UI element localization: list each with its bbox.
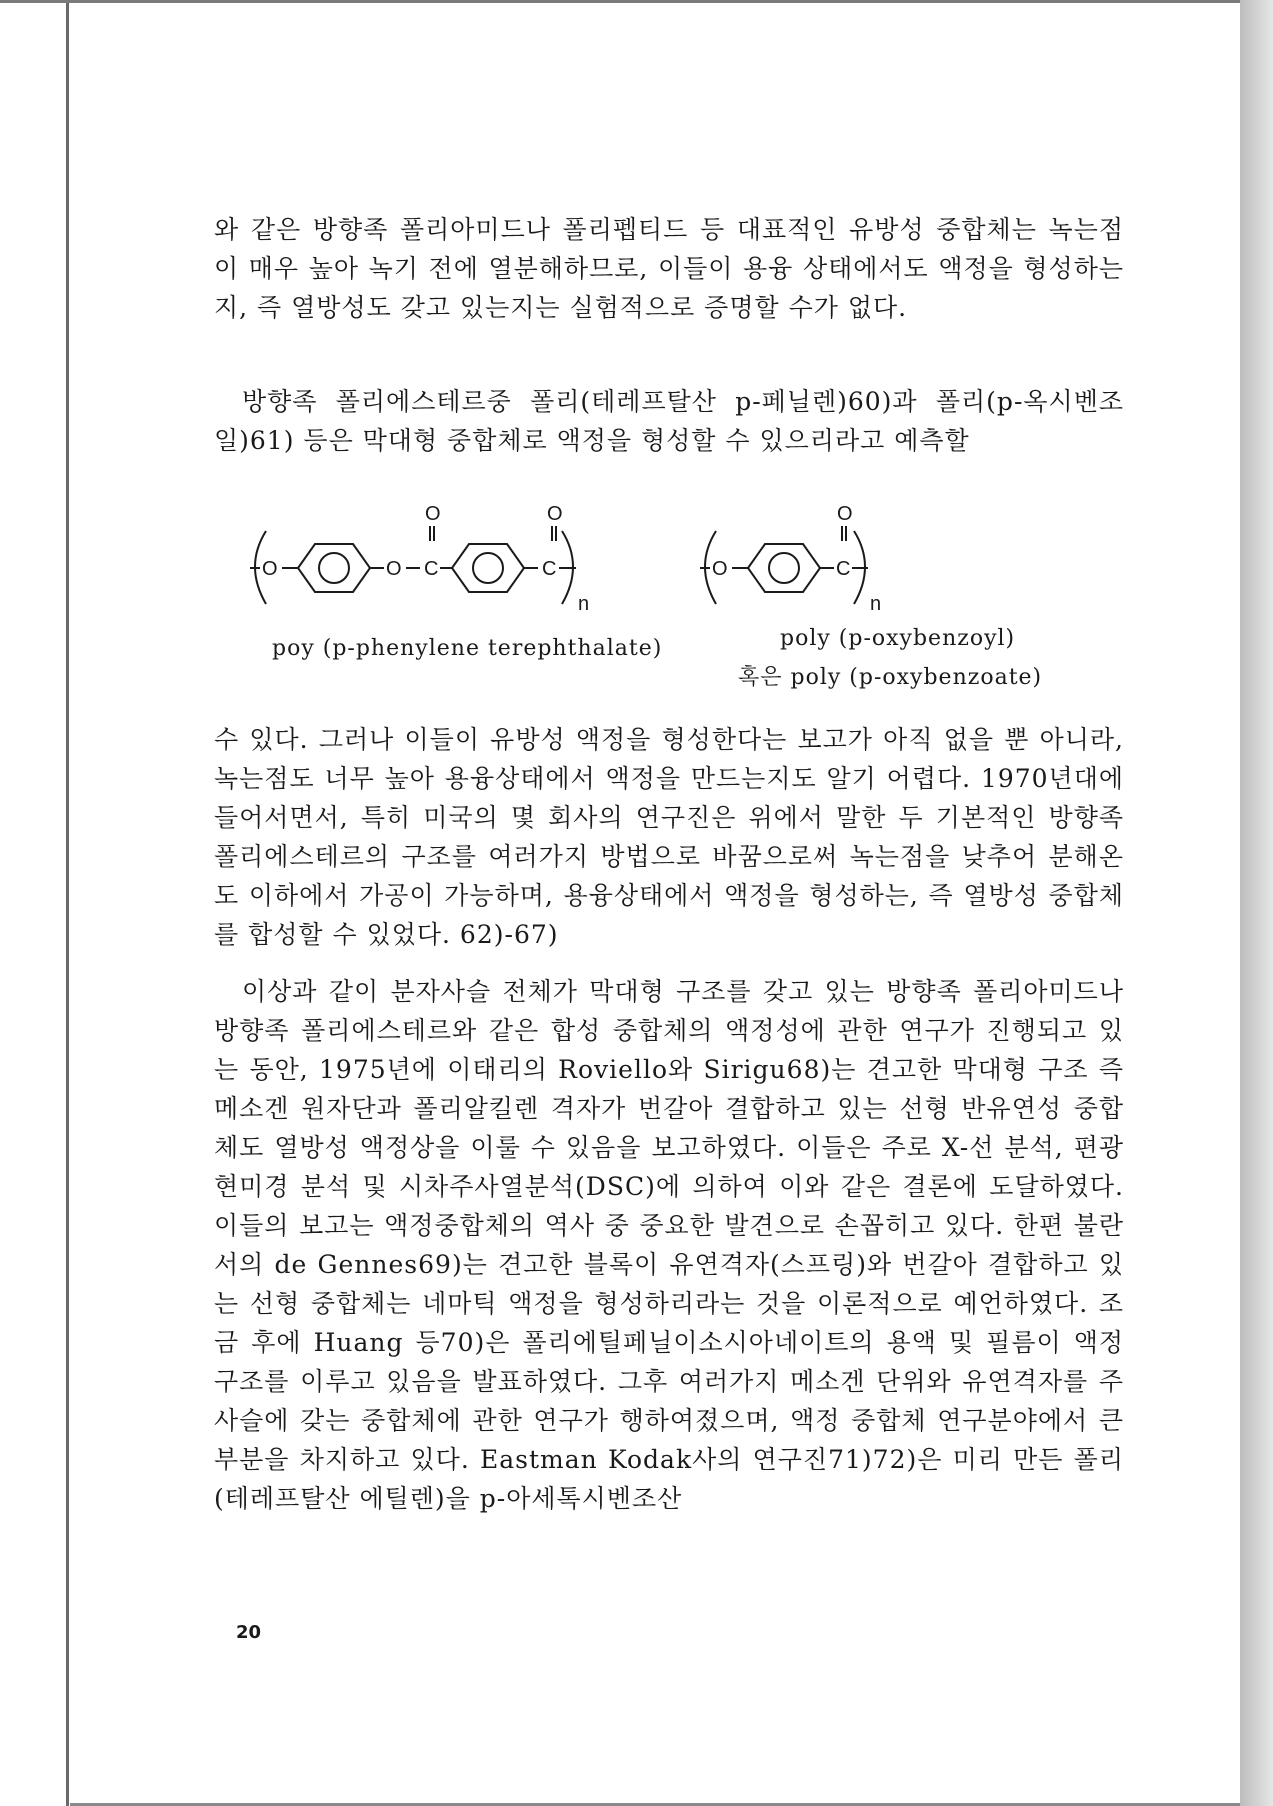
subscript-n: n (870, 593, 882, 615)
atom-c: C (424, 558, 439, 580)
paragraph-3 (214, 720, 1124, 954)
caption-pob-line1: poly (p-oxybenzoyl) (780, 626, 1016, 651)
atom-o: O (386, 558, 402, 580)
structure-ppt (250, 526, 576, 604)
atom-c: C (542, 558, 557, 580)
structure-ppt-labels (262, 503, 589, 615)
paragraph-2 (214, 382, 1124, 460)
page-number: 20 (236, 1622, 262, 1643)
subscript-n: n (578, 593, 590, 615)
paragraph-4 (214, 972, 1124, 1518)
atom-o: O (547, 503, 563, 525)
atom-o: O (712, 558, 728, 580)
atom-o: O (262, 558, 278, 580)
page-top-edge (0, 0, 1248, 3)
paragraph-1-text: 와 같은 방향족 폴리아미드나 폴리펩티드 등 대표적인 유방성 중합체는 녹는점이 매우 높아 녹기 전에 열분해하므로, 이들이 용융 상태에서도 액정을 형성하는지, 즉 열방성도 갖고 있는지는 실험적으로 증명할 수가 없다. (214, 215, 1124, 322)
atom-c: C (836, 558, 851, 580)
atom-o: O (837, 503, 853, 525)
page-shadow (1240, 0, 1273, 1806)
paragraph-3-text: 수 있다. 그러나 이들이 유방성 액정을 형성한다는 보고가 아직 없을 뿐 아니라, 녹는점도 너무 높아 용융상태에서 액정을 만드는지도 알기 어렵다. 1970년대에 들어서면서, 특히 미국의 몇 회사의 연구진은 위에서 말한 두 기본적인 방향족 폴리에스테르의 구조를 여러가지 방법으로 바꿈으로써 녹는점을 낮추어 분해온도 이하에서 가공이 가능하며, 용융상태에서 액정을 형성하는, 즉 열방성 중합체를 합성할 수 있었다. 62)-67) (214, 725, 1124, 949)
paragraph-4-text: 이상과 같이 분자사슬 전체가 막대형 구조를 갖고 있는 방향족 폴리아미드나 방향족 폴리에스테르와 같은 합성 중합체의 액정성에 관한 연구가 진행되고 있는 동안, 1975년에 이태리의 Roviello와 Sirigu68)는 견고한 막대형 구조 즉 메소겐 원자단과 폴리알킬렌 격자가 번갈아 결합하고 있는 선형 반유연성 중합체도 열방성 액정상을 이룰 수 있음을 보고하였다. 이들은 주로 X-선 분석, 편광현미경 분석 및 시차주사열분석(DSC)에 의하여 이와 같은 결론에 도달하였다. 이들의 보고는 액정중합체의 역사 중 중요한 발견으로 손꼽히고 있다. 한편 불란서의 de Gennes69)는 견고한 블록이 유연격자(스프링)와 번갈아 결합하고 있는 선형 중합체는 네마틱 액정을 형성하리라는 것을 이론적으로 예언하였다. 조금 후에 Huang 등70)은 폴리에틸페닐이소시아네이트의 용액 및 필름이 액정 구조를 이루고 있음을 발표하였다. 그후 여러가지 메소겐 단위와 유연격자를 주사슬에 갖는 중합체에 관한 연구가 행하여졌으며, 액정 중합체 연구분야에서 큰 부분을 차지하고 있다. Eastman Kodak사의 연구진71)72)은 미리 만든 폴리(테레프탈산 에틸렌)을 p-아세톡시벤조산 (214, 977, 1124, 1513)
paragraph-1 (214, 210, 1124, 327)
caption-pob-line2: 혹은 poly (p-oxybenzoate) (738, 665, 1043, 690)
paragraph-2-text: 방향족 폴리에스테르중 폴리(테레프탈산 p-페닐렌)60)과 폴리(p-옥시벤조일)61) 등은 막대형 중합체로 액정을 형성할 수 있으리라고 예측할 (214, 387, 1124, 455)
atom-o: O (425, 503, 441, 525)
caption-ppt: poy (p-phenylene terephthalate) (272, 636, 663, 661)
